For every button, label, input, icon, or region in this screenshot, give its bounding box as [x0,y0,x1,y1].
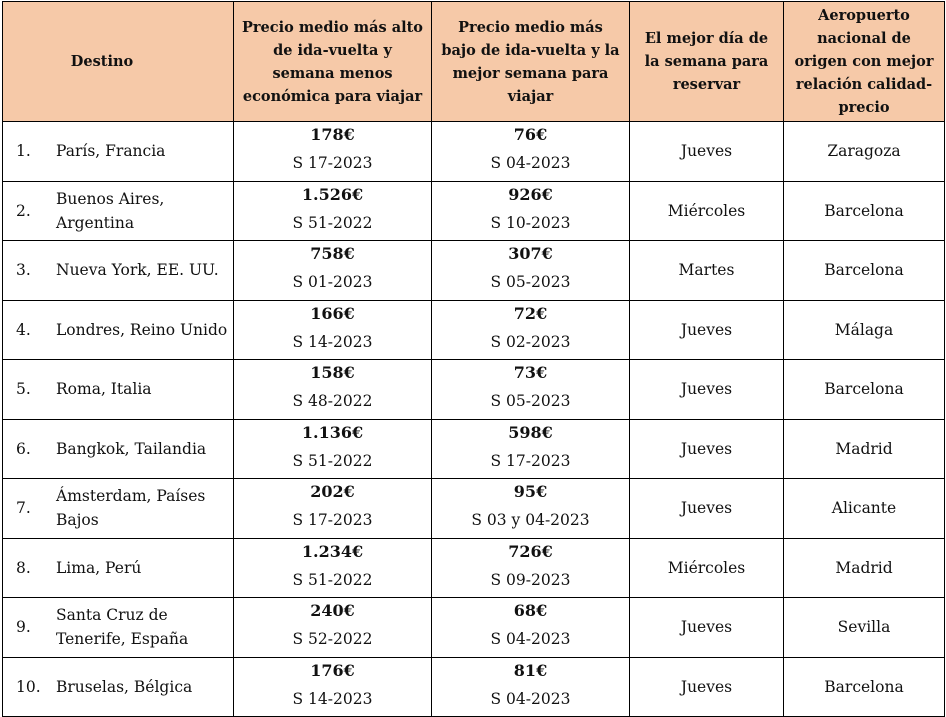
row-number: 3. [16,261,31,280]
destination-name: Santa Cruz de Tenerife, España [56,606,189,649]
highest-price-week: S 48-2022 [292,392,373,411]
highest-price-week: S 51-2022 [292,451,373,470]
header-airport: Aeropuerto nacional de origen con mejor relación calidad-precio [784,2,945,122]
lowest-price-cell [432,122,630,182]
lowest-price-week: S 04-2023 [490,689,571,708]
lowest-price-cell [432,241,630,301]
airport-cell: Barcelona [784,241,945,301]
destination-wrap [16,187,229,235]
highest-price-cell [234,419,432,479]
airport-cell: Málaga [784,300,945,360]
row-number: 10. [16,677,41,696]
airport-cell: Sevilla [784,598,945,658]
row-number: 6. [16,439,31,458]
table-row [3,181,945,241]
highest-price: 176€ [310,660,355,680]
best-day-cell: Martes [630,241,784,301]
destination-cell [3,538,234,598]
highest-price-cell [234,479,432,539]
lowest-price-cell [432,360,630,420]
highest-price-cell [234,598,432,658]
lowest-price-week: S 04-2023 [490,630,571,649]
highest-price: 1.136€ [301,422,364,442]
header-destination: Destino [3,2,234,122]
highest-price-cell [234,360,432,420]
lowest-price: 95€ [513,482,548,502]
best-day-cell: Jueves [630,479,784,539]
destination-wrap [16,603,229,651]
best-day-cell: Miércoles [630,181,784,241]
highest-price-cell [234,538,432,598]
table-row [3,122,945,182]
best-day-cell: Jueves [630,598,784,658]
destination-wrap [16,437,229,461]
destination-wrap [16,675,229,699]
row-number: 8. [16,558,31,577]
destination-cell [3,241,234,301]
lowest-price-cell [432,479,630,539]
lowest-price-week: S 10-2023 [490,213,571,232]
highest-price-cell [234,122,432,182]
lowest-price-week: S 05-2023 [490,392,571,411]
destination-wrap [16,377,229,401]
header-lowest-price: Precio medio más bajo de ida-vuelta y la mejor semana para viajar [432,2,630,122]
lowest-price-week: S 17-2023 [490,451,571,470]
best-day-cell: Jueves [630,122,784,182]
lowest-price-week: S 09-2023 [490,570,571,589]
destination-wrap [16,139,229,163]
table-row [3,479,945,539]
best-day-cell: Jueves [630,419,784,479]
row-number: 9. [16,618,31,637]
airport-cell: Barcelona [784,657,945,717]
lowest-price: 72€ [513,303,548,323]
airport-cell: Barcelona [784,181,945,241]
row-number: 1. [16,142,31,161]
table-row [3,538,945,598]
destination-cell [3,479,234,539]
lowest-price-week: S 03 y 04-2023 [471,511,590,530]
table-body [3,122,945,717]
destination-cell [3,360,234,420]
table-row [3,419,945,479]
table-row [3,657,945,717]
destination-cell [3,598,234,658]
header-highest-price: Precio medio más alto de ida-vuelta y semana menos económica para viajar [234,2,432,122]
lowest-price-cell [432,300,630,360]
lowest-price-cell [432,419,630,479]
lowest-price: 68€ [513,601,548,621]
lowest-price-cell [432,181,630,241]
lowest-price-cell [432,598,630,658]
highest-price-week: S 52-2022 [292,630,373,649]
destination-cell [3,300,234,360]
destination-name: Roma, Italia [56,380,152,399]
lowest-price: 73€ [513,363,548,383]
destination-wrap [16,484,229,532]
destination-name: Lima, Perú [56,558,142,577]
destination-cell [3,419,234,479]
table-row [3,241,945,301]
airport-cell: Zaragoza [784,122,945,182]
destination-name: Nueva York, EE. UU. [56,261,219,280]
best-day-cell: Miércoles [630,538,784,598]
lowest-price: 598€ [508,422,553,442]
lowest-price: 307€ [508,244,553,264]
highest-price: 166€ [310,303,355,323]
row-number: 2. [16,201,31,220]
highest-price-week: S 17-2023 [292,511,373,530]
destination-name: Ámsterdam, Países Bajos [56,487,206,530]
destination-wrap [16,318,229,342]
highest-price: 1.526€ [301,184,364,204]
lowest-price-cell [432,538,630,598]
highest-price: 1.234€ [301,541,364,561]
highest-price-cell [234,300,432,360]
lowest-price-week: S 04-2023 [490,154,571,173]
flight-prices-table [2,1,945,717]
best-day-cell: Jueves [630,300,784,360]
highest-price-week: S 51-2022 [292,213,373,232]
lowest-price: 76€ [513,125,548,145]
destination-name: Londres, Reino Unido [56,320,228,339]
row-number: 5. [16,380,31,399]
table-row [3,300,945,360]
highest-price: 202€ [310,482,355,502]
lowest-price-cell [432,657,630,717]
destination-cell [3,181,234,241]
lowest-price: 81€ [513,660,548,680]
table-row [3,360,945,420]
best-day-cell: Jueves [630,657,784,717]
table-header [3,2,945,122]
highest-price-cell [234,657,432,717]
highest-price: 158€ [310,363,355,383]
destination-name: Bangkok, Tailandia [56,439,207,458]
airport-cell: Barcelona [784,360,945,420]
airport-cell: Madrid [784,538,945,598]
header-row [3,2,945,122]
highest-price: 178€ [310,125,355,145]
row-number: 7. [16,499,31,518]
airport-cell: Madrid [784,419,945,479]
destination-wrap [16,556,229,580]
destination-cell [3,657,234,717]
header-best-day: El mejor día de la semana para reservar [630,2,784,122]
highest-price: 758€ [310,244,355,264]
lowest-price-week: S 05-2023 [490,273,571,292]
table-row [3,598,945,658]
highest-price: 240€ [310,601,355,621]
lowest-price: 726€ [508,541,553,561]
lowest-price-week: S 02-2023 [490,332,571,351]
destination-name: París, Francia [56,142,166,161]
airport-cell: Alicante [784,479,945,539]
highest-price-cell [234,241,432,301]
destination-name: Buenos Aires, Argentina [56,189,165,232]
highest-price-week: S 17-2023 [292,154,373,173]
highest-price-week: S 14-2023 [292,332,373,351]
highest-price-week: S 01-2023 [292,273,373,292]
highest-price-week: S 51-2022 [292,570,373,589]
destination-wrap [16,258,229,282]
destination-cell [3,122,234,182]
highest-price-cell [234,181,432,241]
best-day-cell: Jueves [630,360,784,420]
destination-name: Bruselas, Bélgica [56,677,193,696]
highest-price-week: S 14-2023 [292,689,373,708]
row-number: 4. [16,320,31,339]
lowest-price: 926€ [508,184,553,204]
